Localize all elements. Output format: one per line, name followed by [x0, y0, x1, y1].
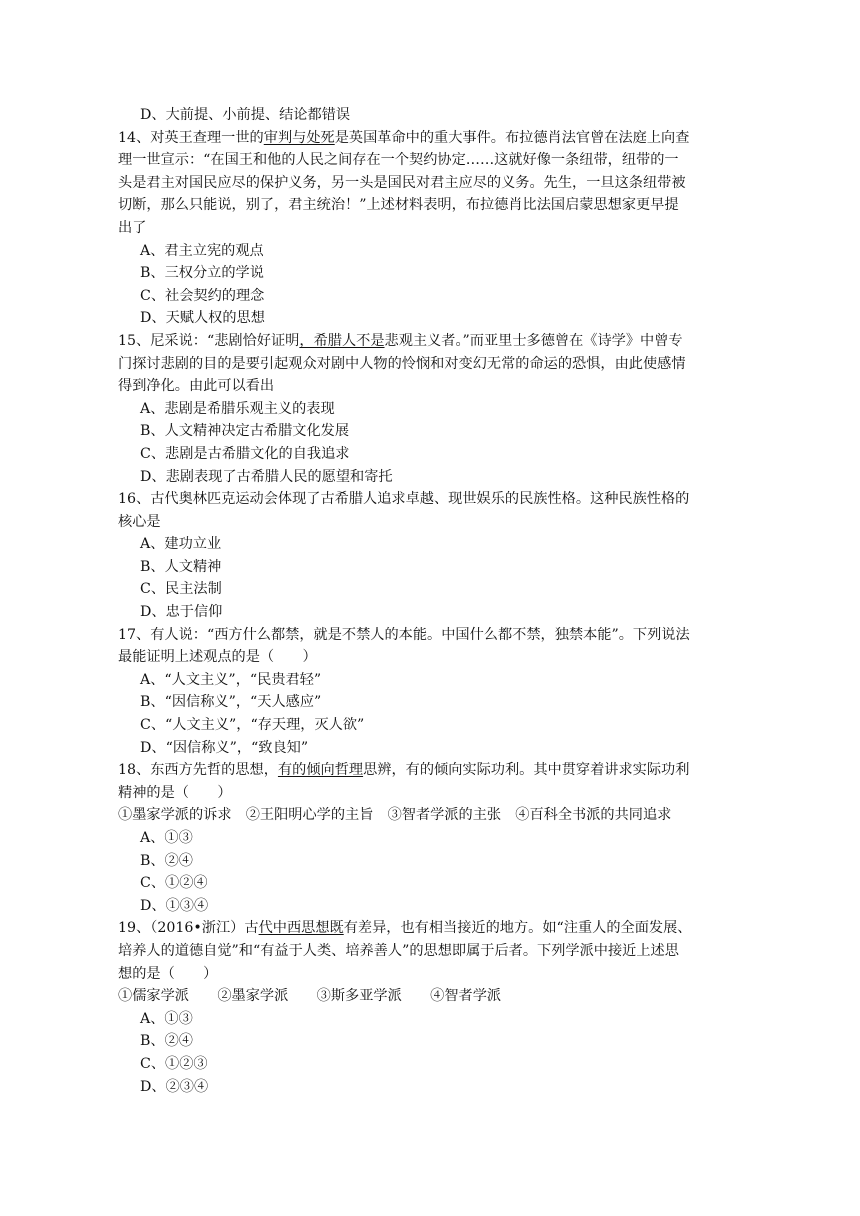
- text-run: 头是君主对国民应尽的保护义务，另一头是国民对君主应尽的义务。先生，一旦这条纽带被: [118, 174, 686, 191]
- question-text-line: [118, 127, 740, 150]
- answer-option-line: [118, 104, 740, 127]
- question-text-line: [118, 940, 740, 963]
- answer-option-line: [118, 466, 740, 489]
- question-text-line: [118, 804, 740, 827]
- question-text-line: [118, 172, 740, 195]
- question-text-line: [118, 917, 740, 940]
- text-run: B、人文精神: [140, 558, 222, 575]
- answer-option-line: [118, 827, 740, 850]
- answer-option-line: [118, 895, 740, 918]
- question-text-line: [118, 646, 740, 669]
- text-run: 切断，那么只能说，别了，君主统治！”上述材料表明，布拉德肖比法国启蒙思想家更早提: [118, 197, 679, 214]
- text-run: 是英国革命中的重大事件。布拉德肖法官曾在法庭上向查: [334, 129, 690, 146]
- text-run: B、②④: [140, 1033, 193, 1050]
- answer-option-line: [118, 691, 740, 714]
- text-run: D、天赋人权的思想: [140, 310, 265, 327]
- question-text-line: [118, 149, 740, 172]
- answer-option-line: [118, 307, 740, 330]
- text-run: D、“因信称义”，“致良知”: [140, 739, 309, 756]
- text-run: A、建功立业: [140, 536, 222, 553]
- text-run: D、②③④: [140, 1078, 209, 1095]
- text-run: 有差异，也有相当接近的地方。如“注重人的全面发展、: [343, 920, 692, 937]
- question-text-line: [118, 488, 740, 511]
- text-run: 15、尼采说：“悲剧恰好证明: [118, 332, 300, 349]
- text-run: 17、有人说：“西方什么都禁，就是不禁人的本能。中国什么都不禁，独禁本能”。下列说法: [118, 626, 690, 643]
- answer-option-line: [118, 398, 740, 421]
- answer-option-line: [118, 578, 740, 601]
- text-run: C、社会契约的理念: [140, 287, 265, 304]
- text-run: 精神的是（ ）: [118, 784, 232, 801]
- answer-option-line: [118, 1008, 740, 1031]
- answer-option-line: [118, 443, 740, 466]
- answer-option-line: [118, 285, 740, 308]
- answer-option-line: [118, 533, 740, 556]
- text-run: D、大前提、小前提、结论都错误: [140, 107, 351, 123]
- text-run: 想的是（ ）: [118, 965, 218, 982]
- question-text-line: [118, 782, 740, 805]
- text-run: ①儒家学派 ②墨家学派 ③斯多亚学派 ④智者学派: [118, 988, 502, 1005]
- text-run: 出了: [118, 219, 147, 236]
- answer-option-line: [118, 1030, 740, 1053]
- answer-option-line: [118, 872, 740, 895]
- text-run: A、①③: [140, 1010, 193, 1027]
- text-run: A、①③: [140, 830, 193, 846]
- text-run: D、①③④: [140, 897, 209, 914]
- question-text-line: [118, 375, 740, 398]
- question-text-line: [118, 353, 740, 376]
- text-run: 18、东西方先哲的思想，: [118, 762, 278, 779]
- text-run: 悲观主义者。”而亚里士多德曾在《诗学》中曾专: [384, 332, 683, 349]
- text-run: 门探讨悲剧的目的是要引起观众对剧中人物的怜悯和对变幻无常的命运的恐惧，由此使感情: [118, 355, 686, 372]
- text-run: C、民主法制: [140, 581, 222, 598]
- answer-option-line: [118, 240, 740, 263]
- answer-option-line: [118, 737, 740, 760]
- question-text-line: [118, 330, 740, 353]
- text-run: B、“因信称义”，“天人感应”: [140, 694, 322, 711]
- answer-option-line: [118, 420, 740, 443]
- question-text-line: [118, 985, 740, 1008]
- text-run: 思辨，有的倾向实际功利。其中贯穿着讲求实际功利: [363, 762, 690, 779]
- question-text-line: [118, 963, 740, 986]
- question-text-line: [118, 624, 740, 647]
- question-text-line: [118, 217, 740, 240]
- text-run: 核心是: [118, 513, 161, 530]
- text-run: C、“人文主义”，“存天理，灭人欲”: [140, 717, 365, 734]
- question-text-line: [118, 759, 740, 782]
- document-page: [118, 104, 740, 1098]
- text-run: 培养人的道德自觉”和“有益于人类、培养善人”的思想即属于后者。下列学派中接近上述思: [118, 942, 679, 959]
- answer-option-line: [118, 1053, 740, 1076]
- text-run: ①墨家学派的诉求 ②王阳明心学的主旨 ③智者学派的主张 ④百科全书派的共同追求: [118, 807, 672, 824]
- underlined-text: 审判与处死: [263, 129, 335, 146]
- text-run: A、悲剧是希腊乐观主义的表现: [140, 400, 335, 417]
- answer-option-line: [118, 1076, 740, 1099]
- answer-option-line: [118, 850, 740, 873]
- text-run: 16、古代奥林匹克运动会体现了古希腊人追求卓越、现世娱乐的民族性格。这种民族性格的: [118, 491, 690, 508]
- underlined-text: 有的倾向哲理: [277, 762, 364, 779]
- underlined-text: ，希腊人不是: [299, 332, 385, 349]
- text-run: D、忠于信仰: [140, 604, 223, 621]
- answer-option-line: [118, 714, 740, 737]
- answer-option-line: [118, 669, 740, 692]
- text-run: D、悲剧表现了古希腊人民的愿望和寄托: [140, 468, 393, 485]
- text-run: C、①②③: [140, 1055, 208, 1072]
- answer-option-line: [118, 262, 740, 285]
- text-run: A、君主立宪的观点: [140, 242, 264, 259]
- text-run: 14、对英王查理一世的: [118, 129, 264, 146]
- text-run: C、①②④: [140, 875, 208, 892]
- underlined-text: 代中西思想既: [258, 920, 344, 937]
- answer-option-line: [118, 601, 740, 624]
- text-run: 理一世宣示：“在国王和他的人民之间存在一个契约协定……这就好像一条纽带，纽带的一: [118, 152, 679, 169]
- text-run: 最能证明上述观点的是（ ）: [118, 649, 317, 666]
- text-run: B、②④: [140, 852, 193, 869]
- answer-option-line: [118, 556, 740, 579]
- text-run: B、三权分立的学说: [140, 265, 264, 282]
- text-run: C、悲剧是古希腊文化的自我追求: [140, 445, 350, 462]
- question-text-line: [118, 511, 740, 534]
- text-run: 19、（2016•浙江）古: [118, 920, 259, 937]
- question-text-line: [118, 194, 740, 217]
- text-run: A、“人文主义”，“民贵君轻”: [140, 671, 322, 688]
- text-run: B、人文精神决定古希腊文化发展: [140, 423, 350, 440]
- text-run: 得到净化。由此可以看出: [118, 378, 275, 395]
